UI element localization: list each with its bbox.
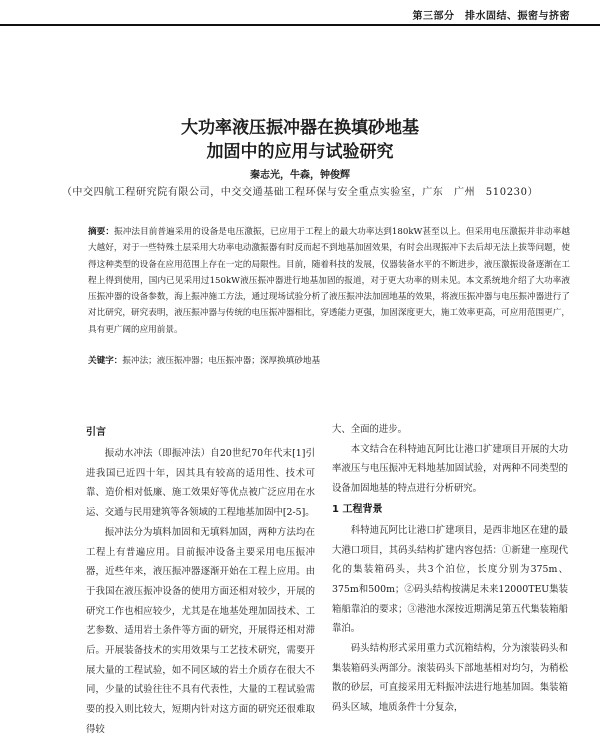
paper-title-line-1: 大功率液压振冲器在换填砂地基 [181, 118, 419, 138]
header-rule [0, 24, 600, 26]
section-heading-1: 1 工程背景 [332, 503, 383, 515]
running-header-text: 第三部分 排水固结、振密与挤密 [412, 11, 570, 22]
abstract-text: 振冲法目前普遍采用的设备是电压激振，已应用于工程上的最大功率达到180kW甚至以上。但采用电压激振并非动率越大越好，对于一些特殊土层采用大功率电动激振器有时反而起不到地基加固效果，有时会出现振冲下去后却无法上拔等问题，使得这种类型的设备在应用范围上存在一定的局限性。目前，随着科技的发展，仪器装备水平的不断进步，液压激振设备逐渐在工程上得到使用，国内已见采用过150kW液压振冲器进行地基加固的报道，对于更大功率的则未见。本文系统地介绍了大功率液压振冲器的设备参数，海上振冲施工方法，通过现场试验分析了液压振冲法加固地基的效果，将液压振冲器与电压振冲器进行了对比研究，研究表明，液压振冲器与传统的电压振冲器相比，穿透能力更强，加固深度更大，施工效率更高，可应用范围更广，具有更广阔的应用前景。 [88, 227, 570, 335]
paragraph: 振动水冲法（即振冲法）自20世纪70年代末[1]引进我国已近四十年，因其具有较高的适用性、技术可靠、造价相对低廉、施工效果好等优点被广泛应用在水运、交通与民用建筑等各领域的工程地基加固中[2-5]。 [86, 448, 315, 519]
keywords-label: 关键字： [88, 356, 123, 366]
abstract [88, 224, 570, 338]
left-column [86, 420, 315, 740]
running-header [0, 0, 600, 24]
paper-title-line-2: 加固中的应用与试验研究 [206, 142, 394, 162]
paragraph-continuation: 大、全面的进步。 [332, 424, 408, 435]
abstract-label: 摘要： [88, 227, 115, 237]
keywords [88, 353, 570, 369]
paper-title [0, 116, 600, 164]
keywords-text: 振冲法；液压振冲器；电压振冲器；深厚换填砂地基 [122, 356, 321, 366]
affiliation: （中交四航工程研究院有限公司，中交交通基础工程环保与安全重点实验室，广东 广州 510230） [61, 187, 539, 198]
paragraph: 振冲法分为填料加固和无填料加固，两种方法均在工程上有普遍应用。目前振冲设备主要采用电压振冲器，近些年来，液压振冲器逐渐开始在工程上应用。由于我国在液压振冲设备的使用方面还相对较少，开展的研究工作也相应较少，尤其是在地基处理加固技术、工艺参数、适用岩土条件等方面的研究，开展得还相对滞后。开展装备技术的实用效果与工艺技术研究，需要开展大量的工程试验，如不同区域的岩土介质存在很大不同，少量的试验往往不具有代表性，大量的工程试验需要的投入则比较大，短期内针对这方面的研究还很难取得较 [86, 526, 315, 735]
paragraph: 本文结合在科特迪瓦阿比让港口扩建项目开展的大功率液压与电压振冲无料地基加固试验，对两种不同类型的设备加固地基的特点进行分析研究。 [332, 443, 568, 495]
right-column [332, 420, 568, 718]
authors: 秦志光，牛森，钟俊辉 [250, 170, 350, 181]
paragraph: 码头结构形式采用重力式沉箱结构，分为滚装码头和集装箱码头两部分。滚装码头下部地基相对均匀，为稍松散的砂层，可直接采用无料振冲法进行地基加固。集装箱码头区域，地质条件十分复杂， [332, 643, 568, 714]
paragraph: 科特迪瓦阿比让港口扩建项目，是西非地区在建的最大港口项目，其码头结构扩建内容包括：①新建一座现代化的集装箱码头，共3个泊位，长度分别为375m、375m和500m；②码头结构按满足未来12000TEU集装箱船靠泊的要求；③港池水深按近期满足第五代集装箱船靠泊。 [332, 524, 568, 635]
section-heading-intro: 引言 [86, 427, 106, 438]
